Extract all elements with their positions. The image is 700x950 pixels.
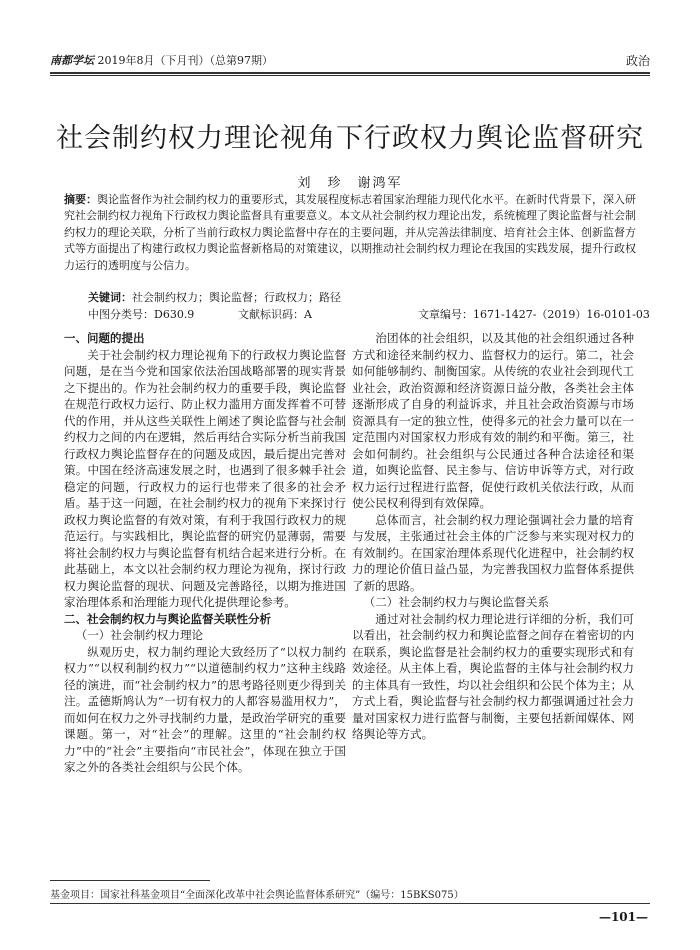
funding-footnote: 基金项目：国家社科基金项目“全面深化改革中社会舆论监督体系研究”（编号：15BKS075） <box>50 890 464 901</box>
issue-info: 2019年8月（下月刊）（总第97期） <box>97 54 273 67</box>
article-title: 社会制约权力理论视角下行政权力舆论监督研究 <box>56 123 644 154</box>
body-column-right <box>352 330 634 743</box>
article-number: 文章编号：1671-1427-（2019）16-0101-03 <box>418 308 650 321</box>
subsection-heading: （二）社会制约权力与舆论监督关系 <box>363 595 550 609</box>
clc-code: 中图分类号：D630.9 <box>88 308 195 321</box>
body-paragraph: 通过对社会制约权力理论进行详细的分析，我们可以看出，社会制约权力和舆论监督之间存在着密切的内在联系，舆论监督是社会制约权力的重要实现形式和有效途径。从主体上看，舆论监督的主体与社会制约权力的主体具有一致性，均以社会组织和公民个体为主；从方式上看，舆论监督与社会制约权力都强调通过社会力量对国家权力进行监督与制衡，主要包括新闻媒体、网络舆论等方式。 <box>352 611 634 741</box>
document-code: 文献标识码：A <box>238 308 312 321</box>
page-number-rule <box>50 903 650 904</box>
body-paragraph: 总体而言，社会制约权力理论强调社会力量的培育与发展，主张通过社会主体的广泛参与来实现对权力的有效制约。在国家治理体系现代化进程中，社会制约权力的理论价值日益凸显，为完善我国权力监督体系提供了新的思路。 <box>352 512 634 593</box>
body-paragraph: 治团体的社会组织，以及其他的社会组织通过各种方式和途径来制约权力、监督权力的运行。第二，社会如何能够制约、制衡国家。从传统的农业社会到现代工业社会，政治资源和经济资源日益分散，各类社会主体逐渐形成了自身的利益诉求，并且社会政治资源与市场资源具有一定的独立性，使得多元的社会力量可以在一定范围内对国家权力形成有效的制约和平衡。第三，社会如何制约。社会组织与公民通过各种合法途径和渠道，如舆论监督、民主参与、信访申诉等方式，对行政权力运行过程进行监督，促使行政机关依法行政，从而使公民权利得到有效保障。 <box>352 331 634 510</box>
subsection-heading: （一）社会制约权力理论 <box>75 628 204 642</box>
abstract-label: 摘要： <box>64 193 97 206</box>
footnote-rule <box>50 880 210 881</box>
body-column-left <box>64 330 346 776</box>
article-authors: 刘 珍 谢鸿军 <box>297 176 403 191</box>
journal-name: 南都学坛 <box>50 54 94 67</box>
body-paragraph: 关于社会制约权力理论视角下的行政权力舆论监督问题，是在当今党和国家依法治国战略部署的现实背景之下提出的。作为社会制约权力的重要手段，舆论监督在规范行政权力运行、防止权力滥用方面发挥着不可替代的作用，并从这些关联性上阐述了舆论监督与社会制约权力之间的内在逻辑，然后再结合实际分析当前我国行政权力舆论监督存在的问题及成因，最后提出完善对策。中国在经济高速发展之时，也遇到了很多棘手社会稳定的问题，行政权力的运行也带来了很多的社会矛盾。基于这一问题，在社会制约权力的视角下来探讨行政权力舆论监督的有效对策，有利于我国行政权力的规范运行。与实践相比，舆论监督的研究仍显薄弱，需要将社会制约权力与舆论监督有机结合起来进行分析。在此基础上，本文以社会制约权力理论为视角，探讨行政权力舆论监督的现状、问题及完善路径，以期为推进国家治理体系和治理能力现代化提供理论参考。 <box>64 347 346 609</box>
running-header <box>50 48 650 72</box>
header-rule-thin <box>50 75 650 76</box>
keywords-label: 关键词： <box>88 291 132 304</box>
keywords-text: 社会制约权力；舆论监督；行政权力；路径 <box>132 291 341 304</box>
section-heading: 一、问题的提出 <box>64 331 145 345</box>
header-rule <box>50 72 650 74</box>
abstract-text: 舆论监督作为社会制约权力的重要形式，其发展程度标志着国家治理能力现代化水平。在新时代背景下，深入研究社会制约权力视角下行政权力舆论监督具有重要意义。本文从社会制约权力理论出发，系统梳理了舆论监督与社会制约权力的理论关联，分析了当前行政权力舆论监督中存在的主要问题，并从完善法律制度、培育社会主体、创新监督方式等方面提出了构建行政权力舆论监督新格局的对策建议，以期推动社会制约权力理论在我国的实践发展，提升行政权力运行的透明度与公信力。 <box>64 193 636 272</box>
body-paragraph: 纵观历史，权力制约理论大致经历了“以权力制约权力”“以权利制约权力”“以道德制约权力”这种主线路径的演进，而“社会制约权力”的思考路径则更少得到关注。孟德斯鸠认为“一切有权力的人都容易滥用权力”，而如何在权力之外寻找制约力量，是政治学研究的重要课题。第一，对“社会”的理解。这里的“社会制约权力”中的“社会”主要指向“市民社会”，体现在独立于国家之外的各类社会组织与公民个体。 <box>64 644 346 774</box>
journal-info <box>50 52 273 68</box>
section-heading: 二、社会制约权力与舆论监督关联性分析 <box>64 611 271 626</box>
page-number: —101— <box>593 910 648 924</box>
keywords <box>88 289 636 305</box>
abstract <box>64 192 636 274</box>
section-label: 政治 <box>625 54 650 68</box>
